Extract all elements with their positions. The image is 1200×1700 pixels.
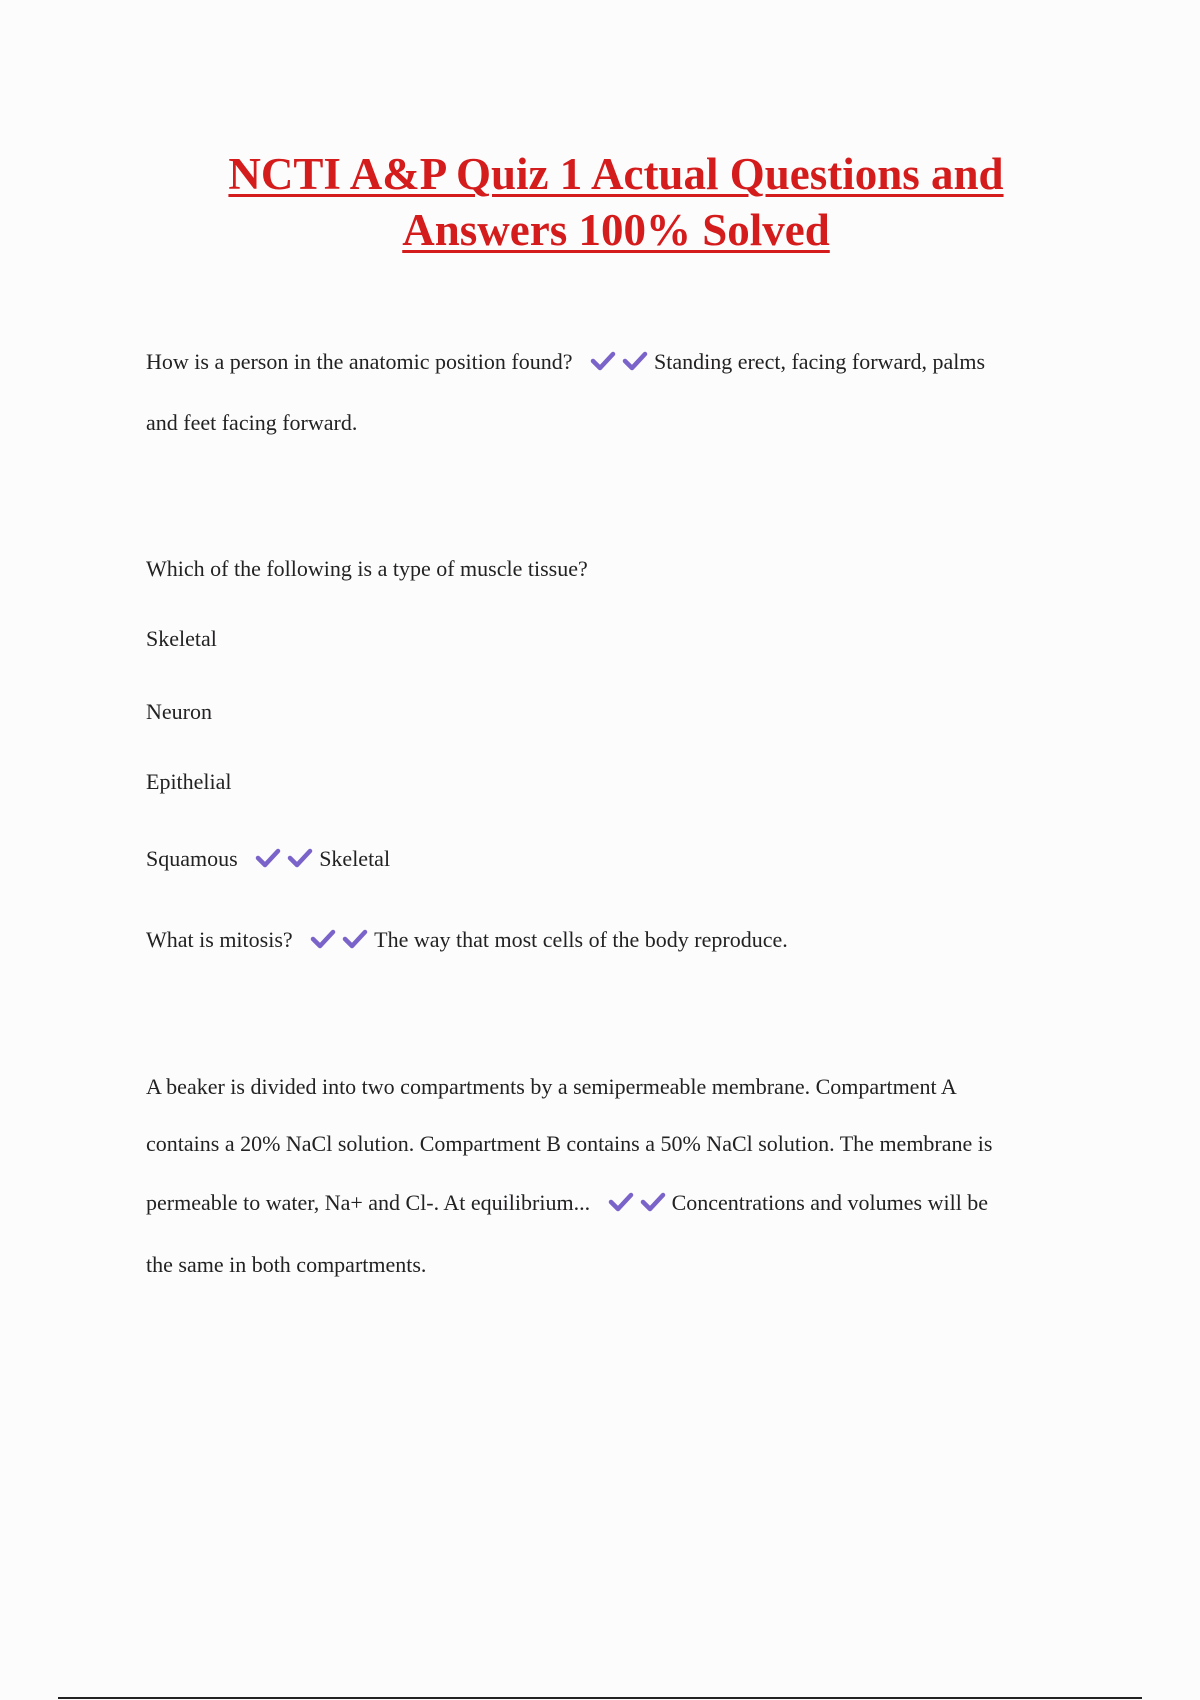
- question-4-line-1: A beaker is divided into two compartments by a semipermeable membrane. Compartment A: [146, 1074, 957, 1099]
- check-icon: [622, 350, 648, 372]
- check-icon: [640, 1191, 666, 1213]
- question-4-line-3: [146, 1189, 988, 1217]
- answer-4-text: Concentrations and volumes will be: [671, 1190, 989, 1215]
- option-text: Skeletal: [146, 626, 217, 651]
- title-line-1: NCTI A&P Quiz 1 Actual Questions and: [228, 149, 1004, 199]
- option-text: Epithelial: [146, 769, 232, 794]
- option-text: Neuron: [146, 699, 212, 724]
- document-title: [120, 146, 1112, 258]
- answer-3-text: The way that most cells of the body reproduce.: [374, 927, 788, 952]
- question-4-line-4: the same in both compartments.: [146, 1252, 427, 1277]
- question-2-answer-line: [146, 845, 390, 873]
- question-4-line-2: contains a 20% NaCl solution. Compartment B contains a 50% NaCl solution. The membrane is: [146, 1131, 993, 1156]
- question-2-text: Which of the following is a type of muscle tissue?: [146, 556, 588, 581]
- question-1-text: How is a person in the anatomic position found?: [146, 349, 573, 374]
- question-3-line: [146, 926, 788, 954]
- question-3-text: What is mitosis?: [146, 927, 293, 952]
- option-text: Squamous: [146, 846, 238, 871]
- question-1-line-2: and feet facing forward.: [146, 410, 358, 435]
- check-icon: [590, 350, 616, 372]
- answer-1-text: Standing erect, facing forward, palms: [653, 349, 986, 374]
- check-icon: [342, 928, 368, 950]
- check-icon: [310, 928, 336, 950]
- question-4-text: permeable to water, Na+ and Cl-. At equilibrium...: [146, 1190, 591, 1215]
- title-line-2: Answers 100% Solved: [402, 205, 830, 255]
- check-icon: [608, 1191, 634, 1213]
- footer-divider: [58, 1697, 1142, 1699]
- check-icon: [287, 847, 313, 869]
- question-1-line-1: [146, 348, 985, 376]
- check-icon: [255, 847, 281, 869]
- answer-2-text: Skeletal: [319, 846, 391, 871]
